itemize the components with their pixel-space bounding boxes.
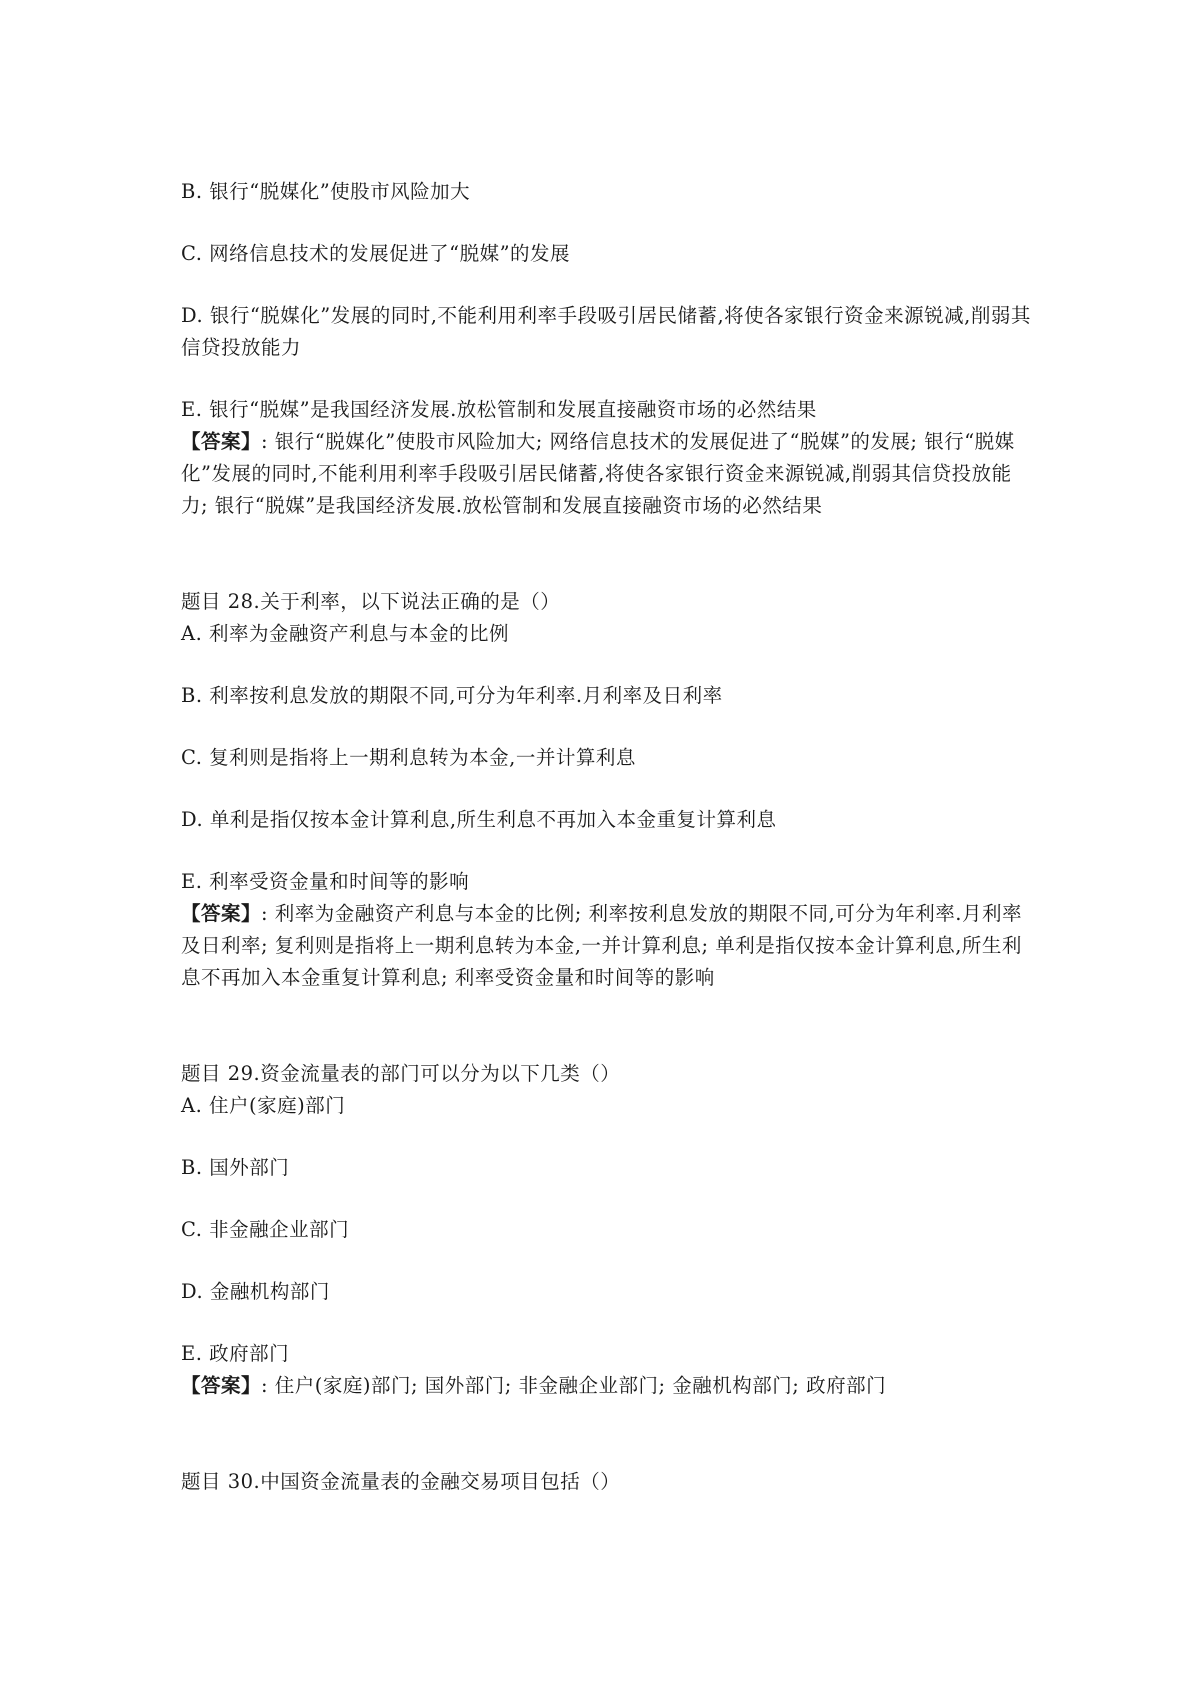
- question-30: [181, 1466, 1031, 1498]
- option-c: C. 网络信息技术的发展促进了“脱媒”的发展: [181, 242, 571, 265]
- answer: [181, 426, 1031, 522]
- option-e: E. 银行“脱媒”是我国经济发展.放松管制和发展直接融资市场的必然结果: [181, 398, 817, 421]
- document-body: [181, 176, 1031, 1498]
- option-b: B. 国外部门: [181, 1156, 290, 1179]
- answer: [181, 898, 1031, 994]
- option-a: A. 住户(家庭)部门: [181, 1094, 346, 1117]
- answer-text: : 银行“脱媒化”使股市风险加大; 网络信息技术的发展促进了“脱媒”的发展; 银行“脱媒化”发展的同时,不能利用利率手段吸引居民储蓄,将使各家银行资金来源锐减,削弱其信贷投放能力; 银行“脱媒”是我国经济发展.放松管制和发展直接融资市场的必然结果: [181, 430, 1015, 517]
- answer-tag: 【答案】: [181, 1374, 262, 1397]
- answer-text: : 住户(家庭)部门; 国外部门; 非金融企业部门; 金融机构部门; 政府部门: [261, 1374, 887, 1397]
- option-c: C. 非金融企业部门: [181, 1218, 350, 1241]
- question-27: [181, 176, 1031, 522]
- option-b: B. 利率按利息发放的期限不同,可分为年利率.月利率及日利率: [181, 684, 723, 707]
- question-title: 题目 30.中国资金流量表的金融交易项目包括（）: [181, 1470, 621, 1493]
- option-d: D. 银行“脱媒化”发展的同时,不能利用利率手段吸引居民储蓄,将使各家银行资金来源锐减,削弱其信贷投放能力: [181, 304, 1031, 359]
- answer-tag: 【答案】: [181, 902, 262, 925]
- option-d: D. 单利是指仅按本金计算利息,所生利息不再加入本金重复计算利息: [181, 808, 777, 831]
- answer-tag: 【答案】: [181, 430, 262, 453]
- option-b: B. 银行“脱媒化”使股市风险加大: [181, 180, 471, 203]
- option-c: C. 复利则是指将上一期利息转为本金,一并计算利息: [181, 746, 636, 769]
- option-e: E. 利率受资金量和时间等的影响: [181, 870, 470, 893]
- question-29: [181, 1058, 1031, 1402]
- option-e: E. 政府部门: [181, 1342, 290, 1365]
- answer: [181, 1370, 1031, 1402]
- answer-text: : 利率为金融资产利息与本金的比例; 利率按利息发放的期限不同,可分为年利率.月利率及日利率; 复利则是指将上一期利息转为本金,一并计算利息; 单利是指仅按本金计算利息,所生利息不再加入本金重复计算利息; 利率受资金量和时间等的影响: [181, 902, 1022, 989]
- question-28: [181, 586, 1031, 994]
- question-title: 题目 28.关于利率，以下说法正确的是（）: [181, 590, 561, 613]
- question-title: 题目 29.资金流量表的部门可以分为以下几类（）: [181, 1062, 621, 1085]
- option-d: D. 金融机构部门: [181, 1280, 330, 1303]
- option-a: A. 利率为金融资产利息与本金的比例: [181, 622, 509, 645]
